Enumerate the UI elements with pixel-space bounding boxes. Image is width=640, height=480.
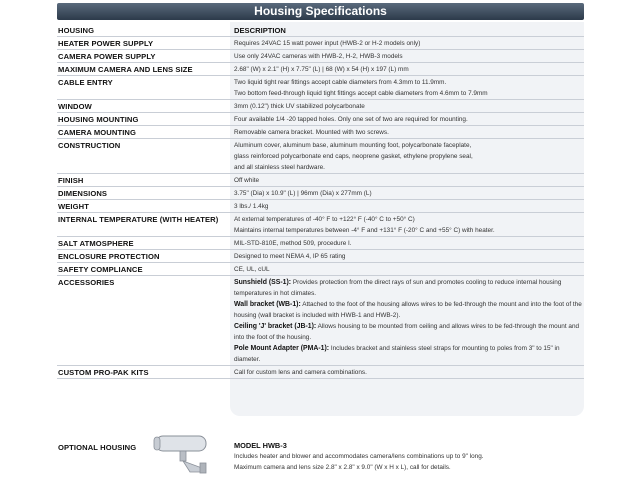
spec-line: Two liquid tight rear fittings accept cable diameters from 4.3mm to 11.9mm. [234, 79, 447, 86]
propak-row [57, 366, 584, 379]
spec-label: INTERNAL TEMPERATURE (WITH HEATER) [58, 215, 219, 224]
spec-label: ENCLOSURE PROTECTION [58, 252, 160, 261]
accessory-text: Allows housing to be mounted from ceiling and allows wires to be fed-through the mount and into the foot of the housing. [234, 323, 580, 341]
spec-line: CE, UL, cUL [234, 266, 270, 273]
spec-line: Requires 24VAC 15 watt power input (HWB-2 or H-2 models only) [234, 40, 421, 47]
spec-line: 2.68" (W) x 2.1" (H) x 7.75" (L) | 68 (W) x 54 (H) x 197 (L) mm [234, 66, 409, 73]
spec-value [234, 37, 584, 49]
spec-value [234, 126, 584, 138]
spec-line: Removable camera bracket. Mounted with two screws. [234, 129, 389, 136]
accessory-name: Sunshield (SS-1): [234, 279, 292, 286]
accessory-name: Pole Mount Adapter (PMA-1): [234, 345, 330, 352]
spec-value [234, 250, 584, 262]
spec-value [234, 187, 584, 199]
accessories-label: ACCESSORIES [58, 278, 115, 287]
spec-label: SALT ATMOSPHERE [58, 239, 134, 248]
spec-value [234, 76, 584, 99]
spec-label: WINDOW [58, 102, 92, 111]
spec-value [234, 113, 584, 125]
spec-row [57, 113, 584, 126]
spec-value [234, 213, 584, 236]
accessories-list [234, 276, 584, 365]
spec-row [57, 126, 584, 139]
spec-label: MAXIMUM CAMERA AND LENS SIZE [58, 65, 193, 74]
spec-line: Designed to meet NEMA 4, IP 65 rating [234, 253, 346, 260]
optional-model: MODEL HWB-3 [234, 441, 287, 450]
spec-row [57, 37, 584, 50]
optional-label: OPTIONAL HOUSING [58, 443, 137, 452]
accessory-name: Wall bracket (WB-1): [234, 301, 301, 308]
spec-line: MIL-STD-810E, method 509, procedure I. [234, 240, 352, 247]
spec-label: HEATER POWER SUPPLY [58, 39, 154, 48]
accessory-item [234, 321, 584, 343]
spec-value [234, 174, 584, 186]
propak-label: CUSTOM PRO-PAK KITS [58, 368, 149, 377]
spec-label: WEIGHT [58, 202, 89, 211]
spec-line: and all stainless steel hardware. [234, 164, 325, 171]
spec-row [57, 174, 584, 187]
spec-row [57, 100, 584, 113]
accessory-item [234, 299, 584, 321]
optional-line: Maximum camera and lens size 2.8" x 2.8" x 9.0" (W x H x L), call for details. [234, 464, 451, 471]
optional-housing [57, 434, 584, 473]
accessory-text: Attached to the foot of the housing allows wires to be fed-through the mount and into the foot of the housing (wall bracket is included with HWB-1 and HWB-2). [234, 301, 582, 319]
spec-line: 3mm (0.12") thick UV stabilized polycarbonate [234, 103, 365, 110]
spec-row [57, 63, 584, 76]
spec-label: HOUSING MOUNTING [58, 115, 139, 124]
spec-row [57, 213, 584, 237]
accessory-text: Provides protection from the direct rays of sun and promotes cooling to reduce internal housing temperatures in hot climates. [234, 279, 562, 297]
accessory-text: Includes bracket and stainless steel straps for mounting to poles from 3" to 15" in diameter. [234, 345, 560, 363]
spec-label: DIMENSIONS [58, 189, 108, 198]
spec-value [234, 139, 584, 173]
accessory-item [234, 277, 584, 299]
spec-line: At external temperatures of -40° F to +122° F (-40° C to +50° C) [234, 216, 415, 223]
spec-line: glass reinforced polycarbonate end caps, neoprene gasket, ethylene propylene seal, [234, 153, 473, 160]
spec-row [57, 139, 584, 174]
spec-line: Aluminum cover, aluminum base, aluminum mounting foot, polycarbonate faceplate, [234, 142, 472, 149]
accessory-name: Ceiling 'J' bracket (JB-1): [234, 323, 317, 330]
spec-label: CONSTRUCTION [58, 141, 121, 150]
spec-label: CAMERA POWER SUPPLY [58, 52, 156, 61]
spec-row [57, 187, 584, 200]
spec-line: Off white [234, 177, 260, 184]
header-description: DESCRIPTION [234, 26, 286, 35]
spec-value [234, 263, 584, 275]
housing-camera-image [150, 430, 216, 474]
accessories-row [57, 276, 584, 366]
header-housing: HOUSING [58, 26, 95, 35]
propak-value: Call for custom lens and camera combinations. [234, 369, 367, 376]
spec-value [234, 200, 584, 212]
spec-row [57, 76, 584, 100]
accessory-item [234, 343, 584, 365]
spec-line: Four available 1/4 -20 tapped holes. Only one set of two are required for mounting. [234, 116, 468, 123]
spec-line: Use only 24VAC cameras with HWB-2, H-2, HWB-3 models [234, 53, 403, 60]
spec-value [234, 63, 584, 75]
spec-line: Maintains internal temperatures between -4° F and +131° F (-20° C and +55° C) with heater. [234, 227, 495, 234]
spec-line: Two bottom feed-through liquid tight fittings accept cable diameters from 4.6mm to 7.9mm [234, 90, 488, 97]
spec-label: SAFETY COMPLIANCE [58, 265, 143, 274]
spec-label: FINISH [58, 176, 84, 185]
spec-label: CABLE ENTRY [58, 78, 113, 87]
spec-row [57, 237, 584, 250]
spec-line: 3.75" (Dia) x 10.9" (L) | 96mm (Dia) x 277mm (L) [234, 190, 372, 197]
spec-value [234, 237, 584, 249]
table-header [57, 24, 584, 37]
spec-row [57, 250, 584, 263]
spec-value [234, 100, 584, 112]
spec-row [57, 263, 584, 276]
optional-line: Includes heater and blower and accommodates camera/lens combinations up to 9" long. [234, 453, 484, 460]
spec-table [57, 24, 584, 379]
spec-label: CAMERA MOUNTING [58, 128, 136, 137]
spec-row [57, 50, 584, 63]
page-title: Housing Specifications [57, 3, 584, 20]
spec-line: 3 lbs./ 1.4kg [234, 203, 269, 210]
spec-value [234, 50, 584, 62]
spec-row [57, 200, 584, 213]
